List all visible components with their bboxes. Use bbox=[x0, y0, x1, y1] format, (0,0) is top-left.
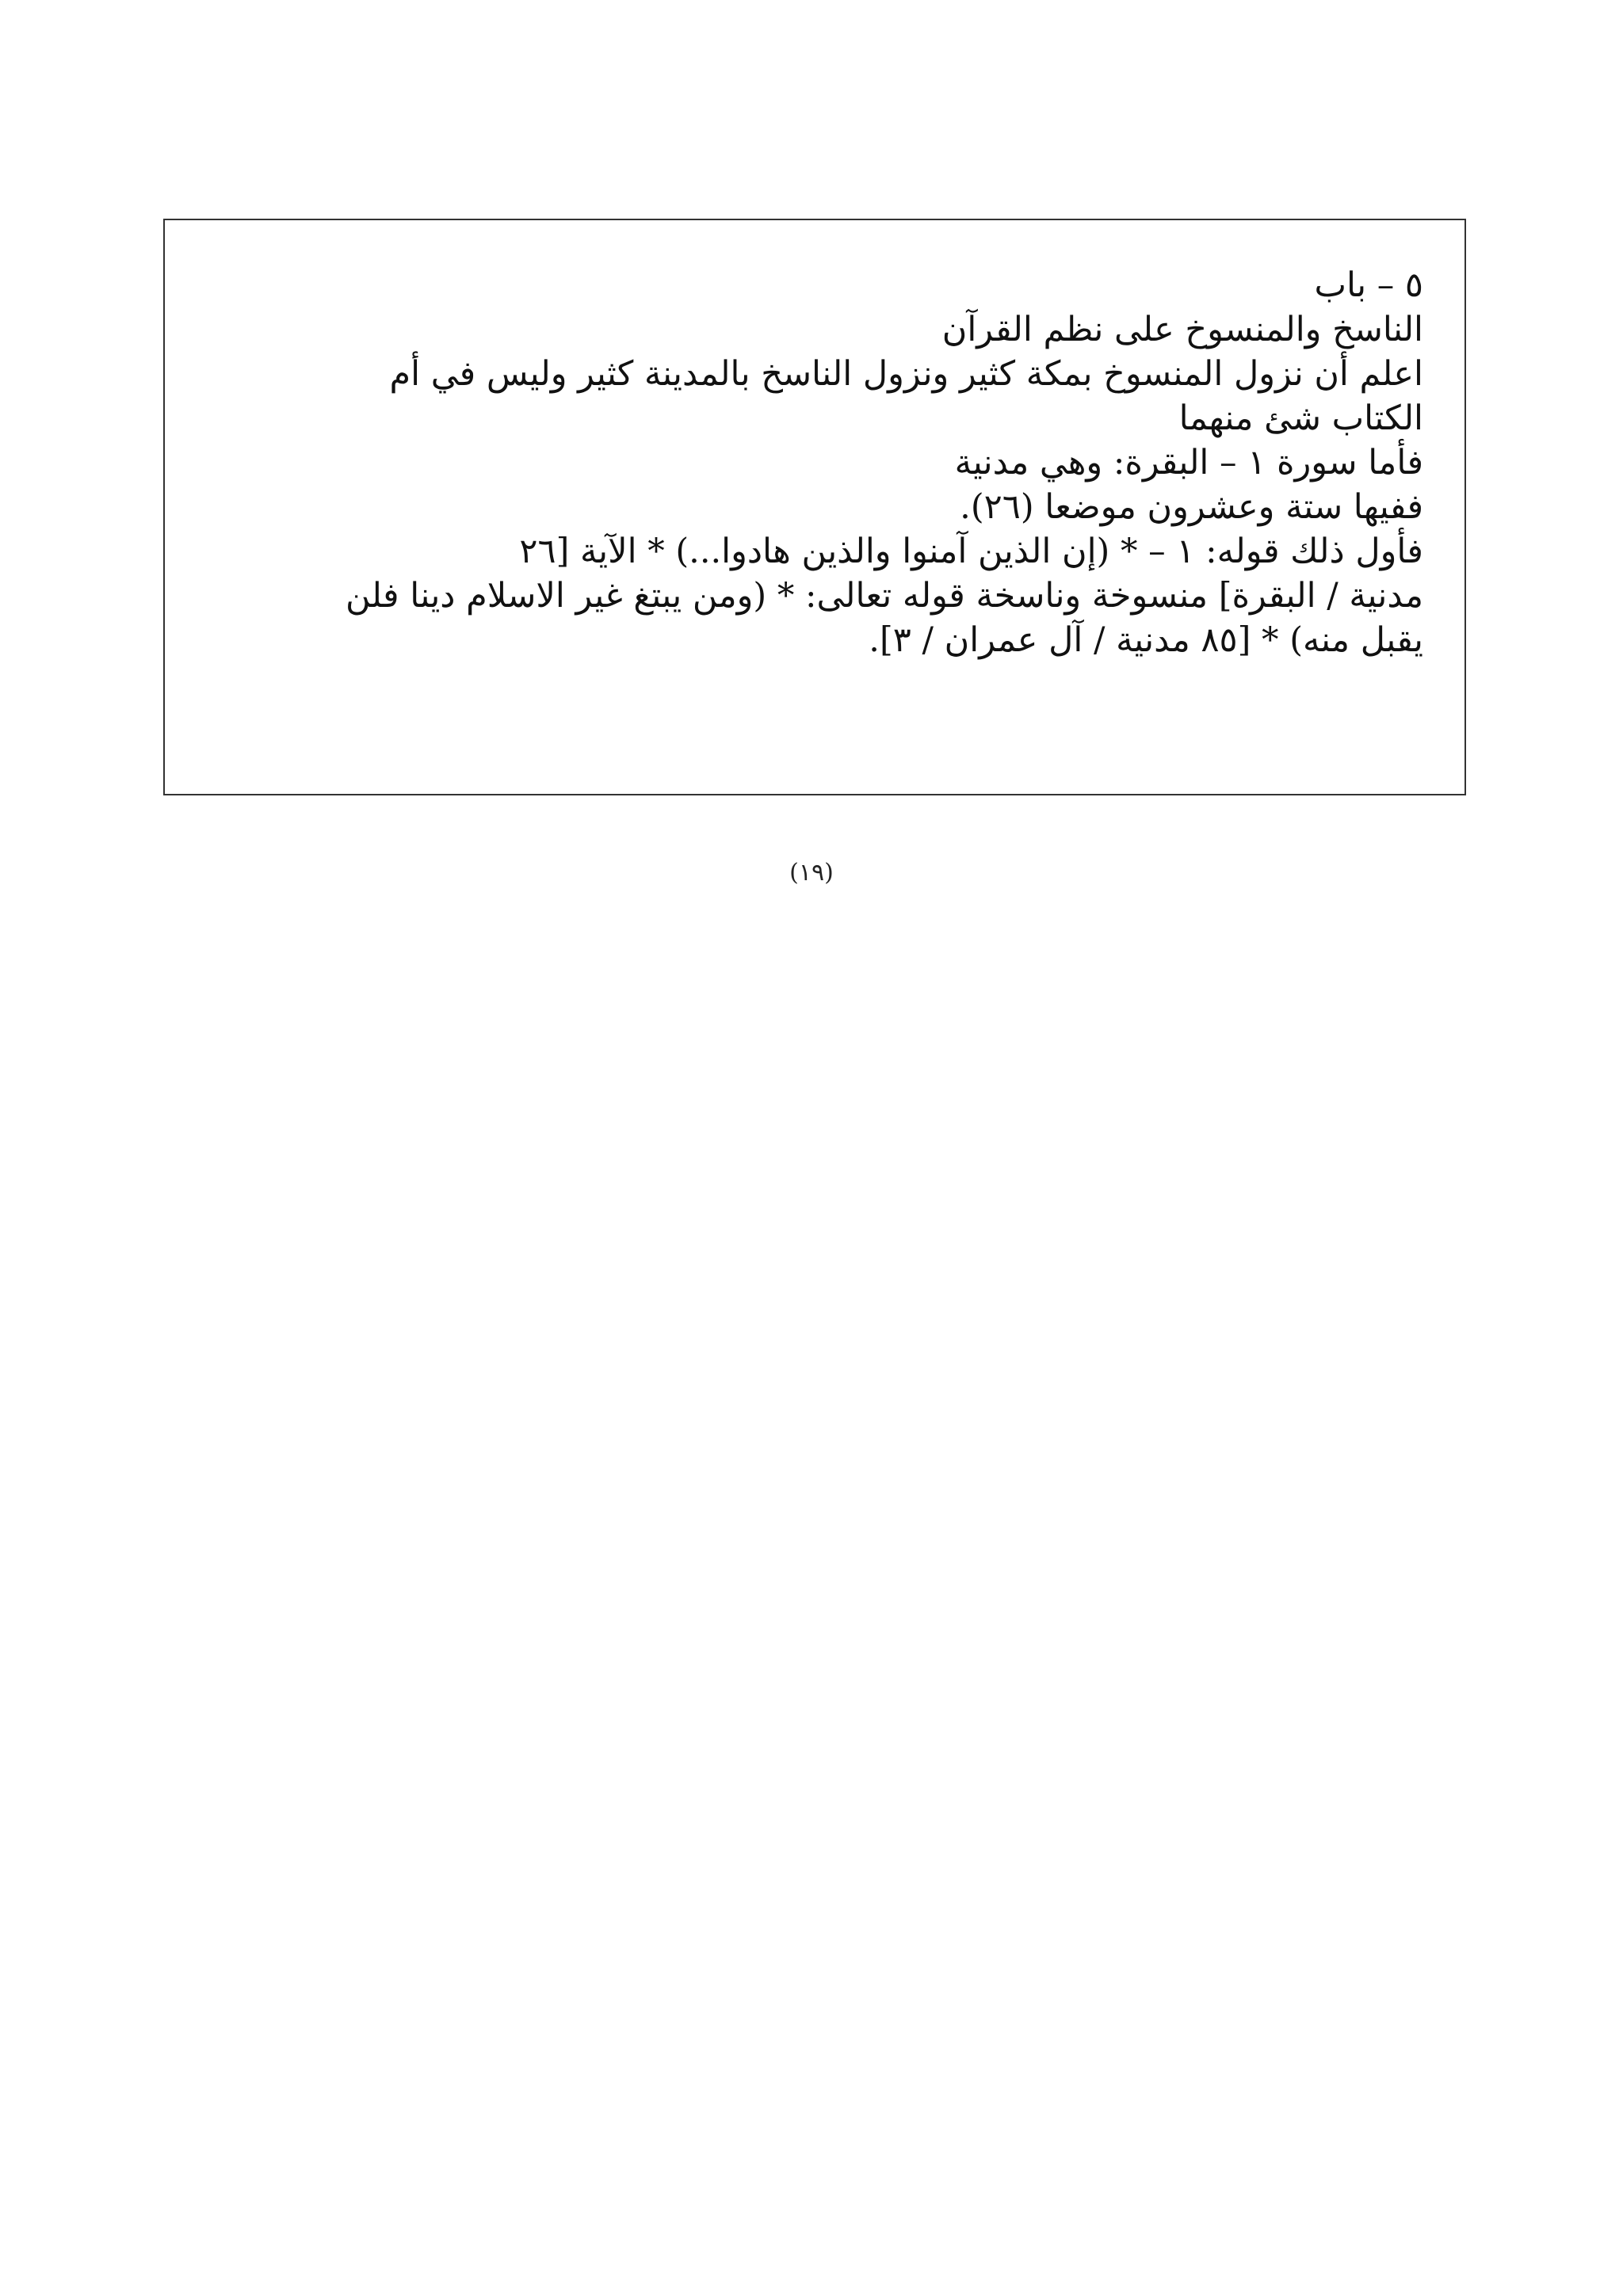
text-box bbox=[163, 219, 1466, 795]
chapter-heading: ٥ – باب bbox=[1314, 265, 1423, 305]
verse-line-2: مدنية / البقرة] منسوخة وناسخة قوله تعالى: * (ومن يبتغ غير الاسلام دينا فلن bbox=[346, 576, 1423, 616]
surah-line: فأما سورة ١ – البقرة: وهي مدنية bbox=[954, 443, 1423, 482]
verse-line-1: فأول ذلك قوله: ١ – * (إن الذين آمنوا والذين هادوا...) * الآية [٢٦ bbox=[519, 532, 1423, 571]
verse-line-3: يقبل منه) * [٨٥ مدنية / آل عمران / ٣]. bbox=[869, 620, 1423, 660]
intro-line-1: اعلم أن نزول المنسوخ بمكة كثير ونزول الناسخ بالمدينة كثير وليس في أم bbox=[389, 354, 1423, 394]
page-number: (١٩) bbox=[789, 859, 834, 887]
intro-line-2: الكتاب شئ منهما bbox=[1178, 399, 1423, 438]
chapter-title: الناسخ والمنسوخ على نظم القرآن bbox=[941, 310, 1423, 349]
count-line: ففيها ستة وعشرون موضعا (٢٦). bbox=[960, 487, 1423, 527]
